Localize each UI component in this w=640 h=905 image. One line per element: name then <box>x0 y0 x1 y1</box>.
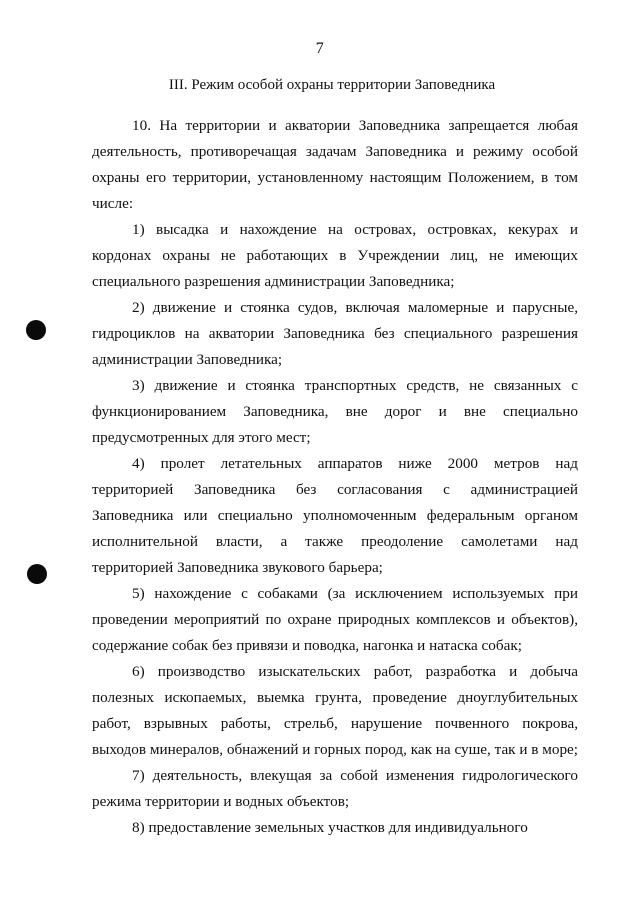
list-item-5: 5) нахождение с собаками (за исключением используемых при проведении мероприятий по охране природных комплексов и объектов), содержание собак без привязи и поводка, нагонка и натаска собак; <box>92 585 578 654</box>
section-heading: III. Режим особой охраны территории Заповедника <box>168 77 496 93</box>
document-body <box>92 113 578 841</box>
list-item-8: 8) предоставление земельных участков для индивидуального <box>132 819 528 836</box>
list-item-3: 3) движение и стоянка транспортных средств, не связанных с функционированием Заповедника, вне дорог и вне специально предусмотренных для этого мест; <box>92 377 578 446</box>
punch-hole-mark <box>26 320 46 340</box>
page-number: 7 <box>315 40 325 57</box>
list-item-7: 7) деятельность, влекущая за собой изменения гидрологического режима территории и водных объектов; <box>92 767 578 810</box>
punch-hole-mark <box>27 564 47 584</box>
paragraph-10: 10. На территории и акватории Заповедника запрещается любая деятельность, противоречащая задачам Заповедника и режиму особой охраны его территории, установленному настоящим Положением, в том числе: <box>92 117 578 212</box>
list-item-6: 6) производство изыскательских работ, разработка и добыча полезных ископаемых, выемка грунта, проведение дноуглубительных работ, взрывных работы, стрельб, нарушение почвенного покрова, выходов минералов, обнажений и горных пород, как на суше, так и в море; <box>92 663 579 758</box>
list-item-4: 4) пролет летательных аппаратов ниже 2000 метров над территорией Заповедника без согласования с администрацией Заповедника или специально уполномоченным федеральным органом исполнительной власти, а также преодоление самолетами над территорией Заповедника звукового барьера; <box>92 455 578 576</box>
list-item-1: 1) высадка и нахождение на островах, островках, кекурах и кордонах охраны не работающих в Учреждении лиц, не имеющих специального разрешения администрации Заповедника; <box>92 221 578 290</box>
list-item-2: 2) движение и стоянка судов, включая маломерные и парусные, гидроциклов на акватории Заповедника без специального разрешения администрации Заповедника; <box>92 299 578 368</box>
